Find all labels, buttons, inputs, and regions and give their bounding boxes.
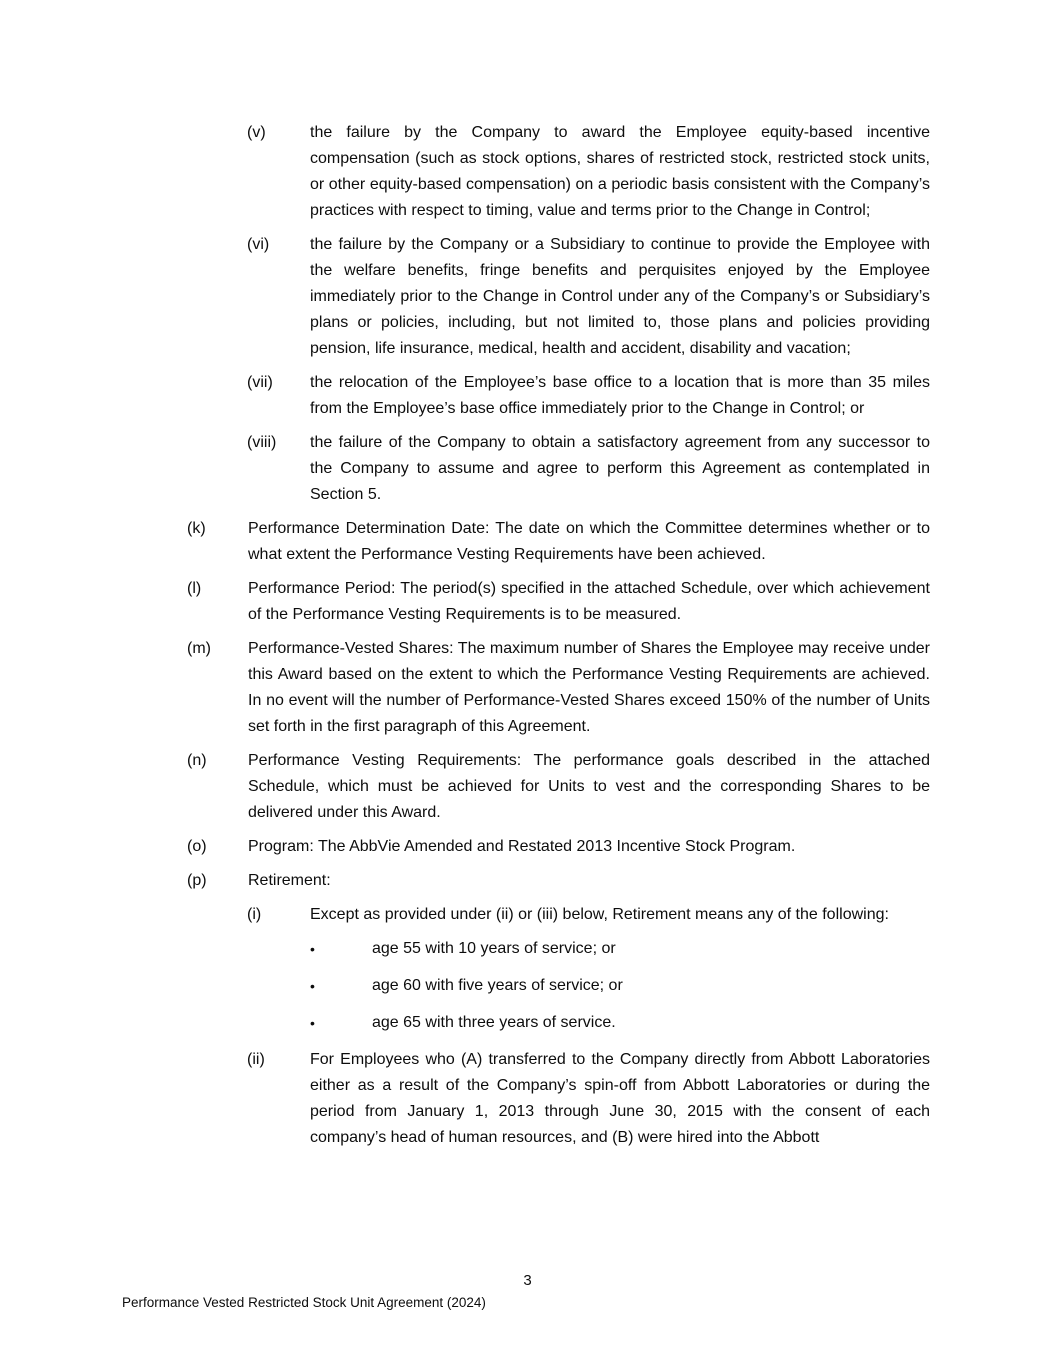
clause-label: (ii) bbox=[247, 1051, 265, 1068]
clause-label: (l) bbox=[187, 580, 202, 597]
clause-v bbox=[247, 120, 930, 224]
bullet-item bbox=[310, 1010, 930, 1036]
clause-text: age 65 with three years of service. bbox=[372, 1014, 616, 1031]
clause-text: Performance Period: The period(s) specified in the attached Schedule, over which achievement of the Performance Vesting Requirements is to be measured. bbox=[248, 580, 930, 623]
clause-p bbox=[187, 868, 930, 894]
clause-text: the failure by the Company to award the Employee equity-based incentive compensation (such as stock options, shares of restricted stock, restricted stock units, or other equity-based compensation) on a periodic basis consistent with the Company’s practices with respect to timing, value and terms prior to the Change in Control; bbox=[310, 124, 930, 219]
bullet-icon: • bbox=[310, 1015, 315, 1031]
page-number: 3 bbox=[523, 1272, 532, 1289]
clause-list bbox=[0, 120, 930, 1159]
bullet-item bbox=[310, 973, 930, 999]
clause-text: Performance Determination Date: The date on which the Committee determines whether or to what extent the Performance Vesting Requirements have been achieved. bbox=[248, 520, 930, 563]
clause-l bbox=[187, 576, 930, 628]
clause-label: (vi) bbox=[247, 236, 270, 253]
clause-text: For Employees who (A) transferred to the Company directly from Abbott Laboratories either as a result of the Company’s spin-off from Abbott Laboratories or during the period from January 1, 2013 through June 30, 2015 with the consent of each company’s head of human resources, and (B) were hired into the Abbott bbox=[310, 1051, 930, 1146]
clause-viii bbox=[247, 430, 930, 508]
clause-vi bbox=[247, 232, 930, 362]
clause-label: (o) bbox=[187, 838, 207, 855]
clause-text: Except as provided under (ii) or (iii) below, Retirement means any of the following: bbox=[310, 906, 889, 923]
clause-label: (m) bbox=[187, 640, 211, 657]
bullet-icon: • bbox=[310, 941, 315, 957]
clause-text: Retirement: bbox=[248, 872, 331, 889]
clause-label: (p) bbox=[187, 872, 207, 889]
clause-vii bbox=[247, 370, 930, 422]
clause-text: Performance-Vested Shares: The maximum number of Shares the Employee may receive under this Award based on the extent to which the Performance Vesting Requirements are achieved. In no event will the number of Performance-Vested Shares exceed 150% of the number of Units set forth in the first paragraph of this Agreement. bbox=[248, 640, 930, 735]
clause-text: Program: The AbbVie Amended and Restated 2013 Incentive Stock Program. bbox=[248, 838, 796, 855]
clause-text: age 55 with 10 years of service; or bbox=[372, 940, 616, 957]
clause-ii bbox=[247, 1047, 930, 1151]
clause-label: (viii) bbox=[247, 434, 277, 451]
clause-i bbox=[247, 902, 930, 928]
clause-label: (i) bbox=[247, 906, 262, 923]
clause-o bbox=[187, 834, 930, 860]
clause-text: age 60 with five years of service; or bbox=[372, 977, 623, 994]
bullet-icon: • bbox=[310, 978, 315, 994]
bullet-item bbox=[310, 936, 930, 962]
clause-label: (v) bbox=[247, 124, 266, 141]
clause-text: the failure by the Company or a Subsidiary to continue to provide the Employee with the welfare benefits, fringe benefits and perquisites enjoyed by the Employee immediately prior to the Change in Control under any of the Company’s or Subsidiary’s plans or policies, including, but not limited to, those plans and policies providing pension, life insurance, medical, health and accident, disability and vacation; bbox=[310, 236, 930, 357]
clause-text: the relocation of the Employee’s base office to a location that is more than 35 miles from the Employee’s base office immediately prior to the Change in Control; or bbox=[310, 374, 930, 417]
clause-k bbox=[187, 516, 930, 568]
footer-text: Performance Vested Restricted Stock Unit Agreement (2024) bbox=[122, 1295, 486, 1310]
clause-text: Performance Vesting Requirements: The performance goals described in the attached Schedule, which must be achieved for Units to vest and the corresponding Shares to be delivered under this Award. bbox=[248, 752, 930, 821]
clause-n bbox=[187, 748, 930, 826]
clause-text: the failure of the Company to obtain a satisfactory agreement from any successor to the Company to assume and agree to perform this Agreement as contemplated in Section 5. bbox=[310, 434, 930, 503]
clause-label: (vii) bbox=[247, 374, 273, 391]
clause-label: (n) bbox=[187, 752, 207, 769]
clause-m bbox=[187, 636, 930, 740]
clause-label: (k) bbox=[187, 520, 206, 537]
